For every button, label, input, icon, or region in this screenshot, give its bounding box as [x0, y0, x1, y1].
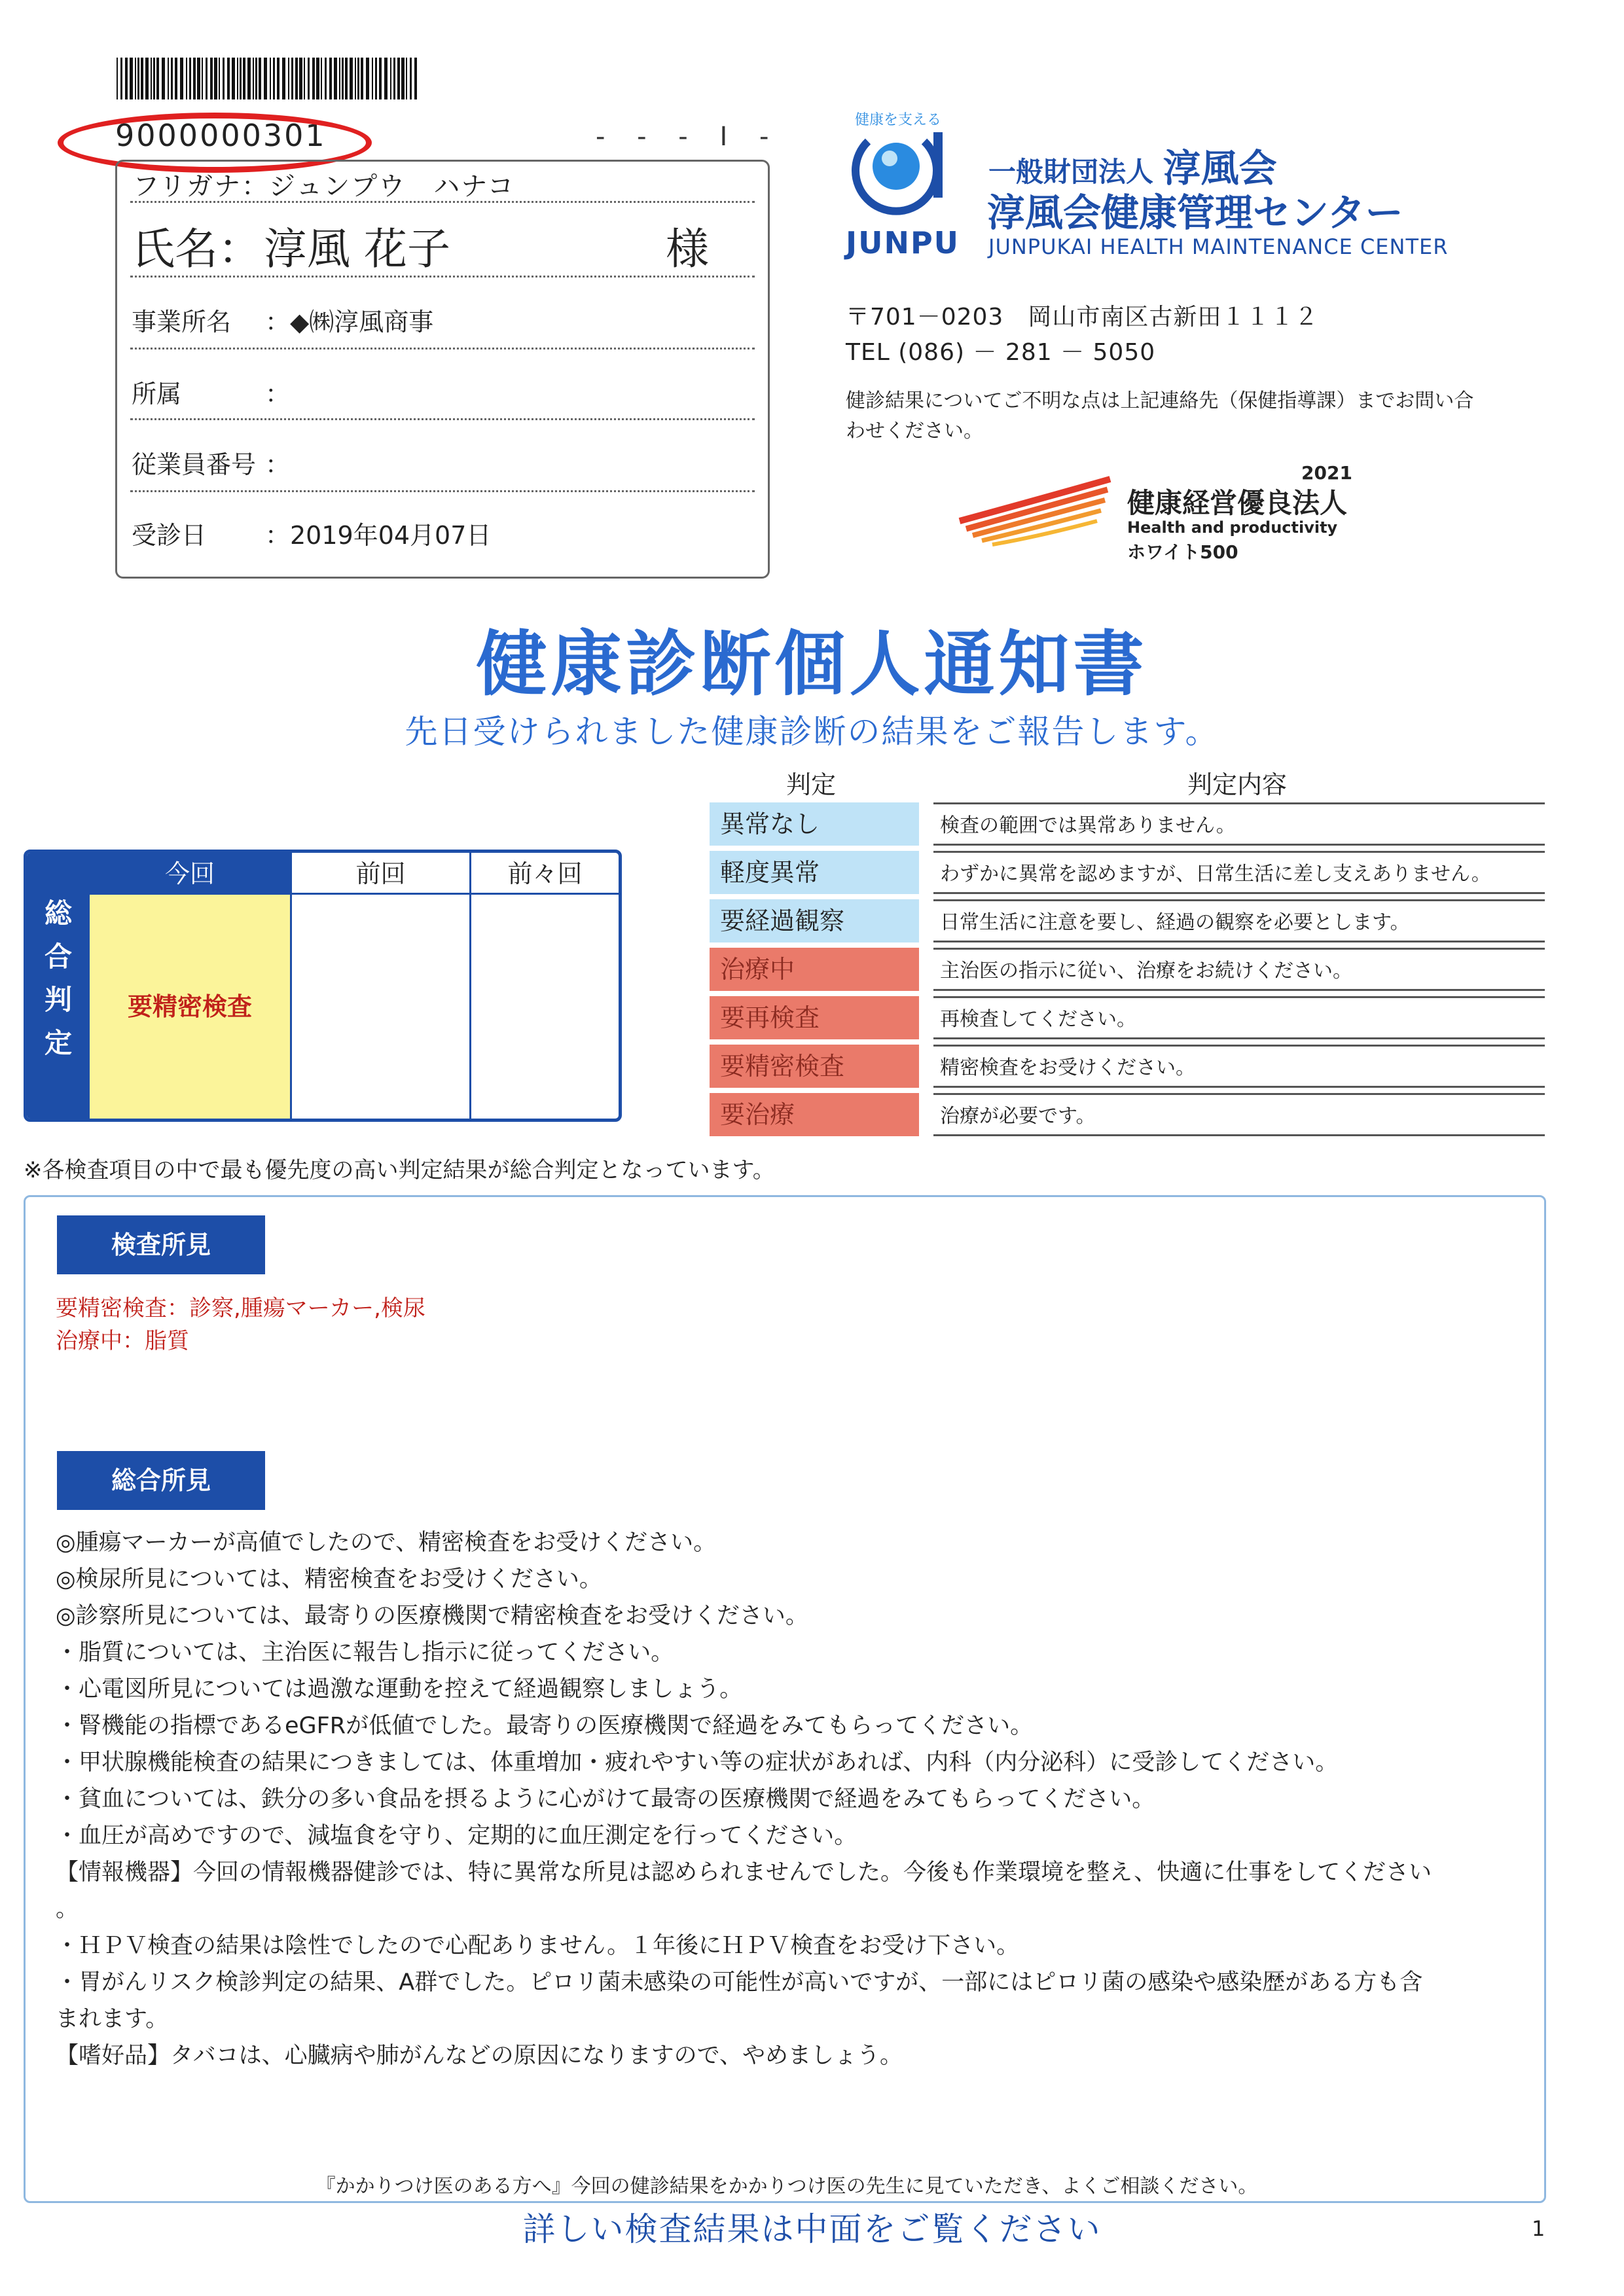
barcode-bar — [304, 58, 305, 99]
barcode-bar — [316, 58, 319, 99]
barcode-bar — [197, 58, 200, 99]
comment-line: 【情報機器】今回の情報機器健診では、特に異常な所見は認められませんでした。今後も作業環境を整え、快適に仕事をしてください — [56, 1859, 1432, 1886]
legend-desc: 精密検査をお受けください。 — [933, 1045, 1545, 1088]
family-doctor-note: 『かかりつけ医のある方へ』今回の健診結果をかかりつけ医の先生に見ていただき、よくご相談ください。 — [316, 2175, 1258, 2198]
legend-label: 治療中 — [710, 948, 919, 991]
barcode-bar — [288, 58, 289, 99]
barcode-bar — [414, 58, 417, 99]
barcode-bar — [329, 58, 332, 99]
barcode-bar — [334, 58, 337, 99]
logo-wordmark: JUNPU — [846, 225, 960, 260]
barcode-bar — [379, 58, 382, 99]
barcode-bar — [312, 58, 315, 99]
page-number: 1 — [1532, 2216, 1545, 2241]
logo-tagline: 健康を支える — [855, 112, 942, 128]
barcode-bar — [282, 58, 285, 99]
award-english: Health and productivity — [1127, 518, 1338, 537]
legend-row — [710, 848, 1545, 897]
barcode-bar — [321, 58, 322, 99]
barcode-bar — [264, 58, 267, 99]
overall-judgment-box — [24, 850, 622, 1122]
barcode-bar — [243, 58, 245, 99]
legend-header-content: 判定内容 — [1187, 770, 1287, 799]
award-year: 2021 — [1301, 462, 1352, 484]
barcode-bar — [130, 58, 133, 99]
previous-judgment-value — [290, 895, 469, 1119]
barcode-bar — [206, 58, 208, 99]
award-title: 健康経営優良法人 — [1127, 487, 1348, 519]
comment-line: ・貧血については、鉄分の多い食品を摂るように心がけて最寄の医療機関で経過をみてもらってください。 — [56, 1786, 1155, 1812]
barcode-bar — [186, 58, 187, 99]
legend-row — [710, 994, 1545, 1042]
side-char: 判 — [44, 984, 72, 1016]
address: 〒701－0203 岡山市南区古新田１１１２ — [846, 304, 1319, 331]
barcode-bar — [366, 58, 369, 99]
side-char: 定 — [44, 1027, 72, 1059]
barcode-bar — [180, 58, 183, 99]
exam-finding-line: 要精密検査：診察,腫瘍マーカー,検尿 — [56, 1295, 425, 1321]
legend-label: 要精密検査 — [710, 1045, 919, 1088]
barcode-bar — [240, 58, 242, 99]
barcode-bar — [193, 58, 196, 99]
legend-label: 要治療 — [710, 1093, 919, 1136]
name-label: 氏名： — [132, 224, 261, 274]
barcode-bar — [255, 58, 257, 99]
barcode-bar — [135, 58, 136, 99]
barcode-bar — [168, 58, 169, 99]
barcode-bar — [156, 58, 159, 99]
barcode-bar — [345, 58, 348, 99]
legend-desc: 再検査してください。 — [933, 996, 1545, 1039]
award-logo-icon — [953, 475, 1117, 547]
comment-line: ・血圧が高めですので、減塩食を守り、定期的に血圧測定を行ってください。 — [56, 1823, 857, 1849]
telephone: TEL (086) － 281 － 5050 — [846, 339, 1156, 366]
barcode-bar — [295, 58, 298, 99]
comment-line: ◎検尿所見については、精密検査をお受けください。 — [56, 1566, 602, 1592]
barcode-bar — [350, 58, 353, 99]
comment-line: ◎診察所見については、最寄りの医療機関で精密検査をお受けください。 — [56, 1603, 808, 1629]
legend-desc: 治療が必要です。 — [933, 1093, 1545, 1136]
barcode-bar — [390, 58, 391, 99]
barcode-bar — [410, 58, 412, 99]
comment-line: ・腎機能の指標であるeGFRが低値でした。最寄りの医療機関で経過をみてもらってください。 — [56, 1713, 1034, 1739]
barcode-bar — [232, 58, 235, 99]
junpu-logo-icon — [842, 128, 950, 217]
comment-line: まれます。 — [56, 2006, 169, 2032]
patient-name: 淳風 花子 — [264, 224, 450, 274]
barcode-bar — [372, 58, 373, 99]
barcode-bar — [210, 58, 213, 99]
overall-comments — [56, 1524, 1515, 2074]
divider — [130, 276, 755, 278]
barcode-bar — [270, 58, 271, 99]
overall-judgment-side-label — [27, 853, 90, 1119]
org-name: 淳風会 — [1163, 146, 1277, 190]
side-char: 合 — [44, 941, 72, 973]
field-value-employee-no: ： — [265, 450, 291, 479]
legend-row — [710, 945, 1545, 994]
barcode-bar — [384, 58, 388, 99]
comment-line: ・胃がんリスク検診判定の結果、A群でした。ピロリ菌未感染の可能性が高いですが、一部にはピロリ菌の感染や感染歴がある方も含 — [56, 1969, 1423, 1996]
comment-line: ・脂質については、主治医に報告し指示に従ってください。 — [56, 1640, 674, 1666]
document-subtitle: 先日受けられました健康診断の結果をご報告します。 — [405, 713, 1219, 751]
barcode-bar — [277, 58, 280, 99]
org-center-name: 淳風会健康管理センター — [987, 190, 1403, 235]
barcode-bar — [253, 58, 254, 99]
barcode-bar — [125, 58, 128, 99]
col-header-previous: 前回 — [290, 853, 469, 895]
barcode-bar — [273, 58, 275, 99]
comment-line: ・心電図所見については過激な運動を控えて経過観察しましょう。 — [56, 1676, 743, 1702]
comment-line: ・ＨＰＶ検査の結果は陰性でしたので心配ありません。１年後にＨＰＶ検査をお受け下さい。 — [56, 1933, 1020, 1959]
barcode-bar — [227, 58, 230, 99]
divider — [130, 490, 755, 492]
barcode-bar — [325, 58, 327, 99]
org-prefix: 一般財団法人 — [988, 156, 1154, 188]
barcode-bar — [342, 58, 344, 99]
org-english-name: JUNPUKAI HEALTH MAINTENANCE CENTER — [988, 234, 1449, 259]
honorific: 様 — [666, 224, 709, 274]
barcode-bar — [355, 58, 356, 99]
field-label-dept: 所属 — [132, 380, 182, 408]
patient-info-box — [115, 160, 770, 579]
field-label-office: 事業所名 — [132, 308, 232, 336]
legend-label: 要経過観察 — [710, 899, 919, 942]
field-value-exam-date: ：2019年04月07日 — [265, 521, 492, 550]
document-title: 健康診断個人通知書 — [476, 624, 1148, 706]
exam-finding-line: 治療中：脂質 — [56, 1328, 189, 1354]
barcode-bar — [401, 58, 405, 99]
barcode-bar — [214, 58, 217, 99]
barcode-bar — [153, 58, 155, 99]
legend-desc: 日常生活に注意を要し、経過の観察を必要とします。 — [933, 899, 1545, 942]
field-label-employee-no: 従業員番号 — [132, 450, 257, 479]
award-subtitle: ホワイト500 — [1127, 541, 1238, 563]
barcode-bar — [219, 58, 220, 99]
legend-row — [710, 897, 1545, 945]
barcode-bar — [117, 58, 118, 99]
col-header-current: 今回 — [90, 853, 290, 895]
barcode-bar — [361, 58, 363, 99]
barcode-bar — [175, 58, 177, 99]
priority-note: ※各検査項目の中で最も優先度の高い判定結果が総合判定となっています。 — [24, 1157, 775, 1183]
barcode-bar — [223, 58, 225, 99]
contact-note: 健診結果についてご不明な点は上記連絡先（保健指導課）までお問い合わせください。 — [846, 389, 1474, 442]
barcode-bar — [247, 58, 251, 99]
barcode-bar — [357, 58, 359, 99]
divider — [130, 201, 755, 203]
legend-label: 異常なし — [710, 802, 919, 846]
barcode-bar — [120, 58, 122, 99]
divider — [130, 348, 755, 350]
barcode-bar — [259, 58, 261, 99]
legend-label: 要再検査 — [710, 996, 919, 1039]
barcode-bar — [162, 58, 165, 99]
barcode-bar — [375, 58, 377, 99]
legend-row — [710, 1042, 1545, 1090]
barcode-bar — [299, 58, 302, 99]
field-value-dept: ： — [265, 380, 291, 408]
barcode-bar — [397, 58, 400, 99]
legend-row — [710, 800, 1545, 848]
overall-findings-tag: 総合所見 — [57, 1451, 265, 1510]
id-number: 9000000301 — [115, 118, 327, 153]
current-judgment-value: 要精密検査 — [90, 895, 290, 1119]
legend-header-judgment: 判定 — [785, 770, 836, 799]
furigana: フリガナ：ジュンプウ ハナコ — [133, 171, 515, 202]
exam-findings-tag: 検査所見 — [57, 1215, 265, 1274]
barcode-bar — [308, 58, 310, 99]
comment-line: ◎腫瘍マーカーが高値でしたので、精密検査をお受けください。 — [56, 1530, 717, 1556]
barcode-bar — [237, 58, 238, 99]
side-char: 総 — [44, 897, 72, 929]
comment-line: 。 — [56, 1896, 79, 1922]
sequence-code: - - - I - — [596, 122, 781, 152]
barcode-bar — [291, 58, 293, 99]
barcode-bar — [393, 58, 395, 99]
barcode-bar — [189, 58, 191, 99]
comment-line: ・甲状腺機能検査の結果につきましては、体重増加・疲れやすい等の症状があれば、内科（内分泌科）に受診してください。 — [56, 1749, 1339, 1776]
legend-label: 軽度異常 — [710, 851, 919, 894]
barcode-bar — [171, 58, 173, 99]
barcode-bar — [406, 58, 407, 99]
barcode-bar — [145, 58, 149, 99]
legend-desc: 検査の範囲では異常ありません。 — [933, 802, 1545, 846]
barcode-bar — [151, 58, 152, 99]
divider — [130, 418, 755, 420]
legend-desc: わずかに異常を認めますが、日常生活に差し支えありません。 — [933, 851, 1545, 894]
field-label-exam-date: 受診日 — [132, 521, 207, 550]
detail-results-note: 詳しい検査結果は中面をご覧ください — [522, 2210, 1102, 2248]
barcode-bar — [141, 58, 143, 99]
findings-panel — [24, 1195, 1546, 2203]
comment-line: 【嗜好品】タバコは、心臓病や肺がんなどの原因になりますので、やめましょう。 — [56, 2043, 903, 2069]
before-previous-judgment-value — [469, 895, 619, 1119]
barcode — [117, 58, 416, 99]
legend-row — [710, 1090, 1545, 1139]
barcode-bar — [339, 58, 340, 99]
legend-desc: 主治医の指示に従い、治療をお続けください。 — [933, 948, 1545, 991]
barcode-bar — [202, 58, 203, 99]
barcode-bar — [137, 58, 139, 99]
field-value-office: ：◆㈱淳風商事 — [265, 308, 434, 336]
col-header-before-previous: 前々回 — [469, 853, 619, 895]
